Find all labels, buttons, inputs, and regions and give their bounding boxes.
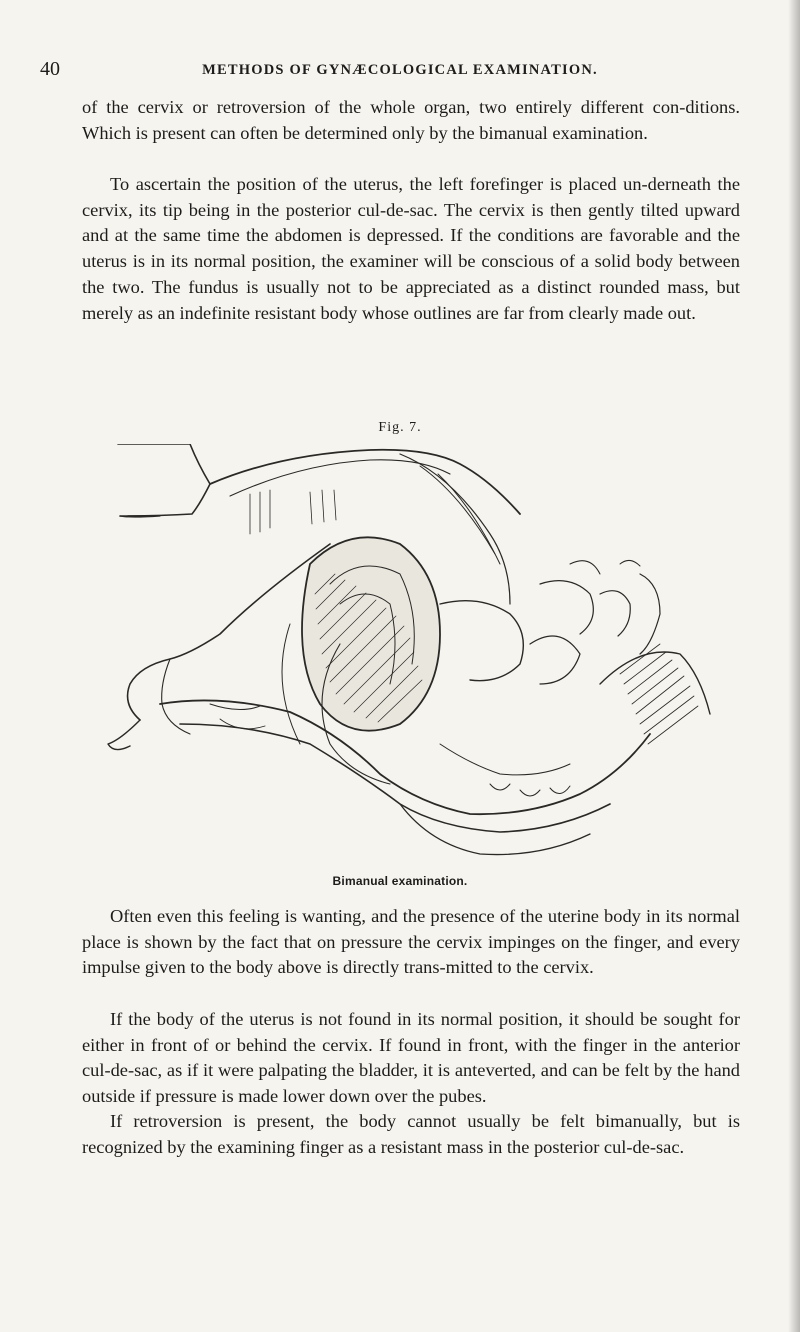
paragraph-feeling-wanting: Often even this feeling is wanting, and the presence of the uterine body in its normal place is shown by the fact that on pressure the cervix impinges on the finger, and every impulse given to the body above is directly trans-mitted to the cervix. bbox=[82, 906, 740, 978]
page-header bbox=[40, 58, 760, 82]
bimanual-examination-illustration bbox=[100, 444, 720, 864]
figure-caption: Bimanual examination. bbox=[332, 874, 468, 888]
running-title: METHODS OF GYNÆCOLOGICAL EXAMINATION. bbox=[202, 62, 598, 78]
page-edge-shadow bbox=[788, 0, 800, 1332]
paragraph-not-normal-position: If the body of the uterus is not found in its normal position, it should be sought for either in front of or behind the cervix. If found in front, with the finger in the anterior cul-de-sac, as if it were palpating the bladder, it is anteverted, and can be felt by the hand outside if pressure is made lower down over the pubes. bbox=[82, 1009, 740, 1107]
paragraph-retroversion: If retroversion is present, the body cannot usually be felt bimanually, but is recognized by the examining finger as a resistant mass in the posterior cul-de-sac. bbox=[82, 1111, 740, 1157]
figure-label: Fig. 7. bbox=[378, 420, 422, 435]
page-number: 40 bbox=[40, 58, 60, 80]
paragraph-ascertain-position: To ascertain the position of the uterus, the left forefinger is placed un-derneath the cervix, its tip being in the posterior cul-de-sac. The cervix is then gently tilted upward and at the same time the abdomen is depressed. If the conditions are favorable and the uterus is in its normal position, the examiner will be conscious of a solid body between the two. The fundus is usually not to be appreciated as a distinct rounded mass, but merely as an indefinite resistant body whose outlines are far from clearly made out. bbox=[82, 174, 740, 323]
paragraph-continued: of the cervix or retroversion of the whole organ, two entirely different con-ditions. Which is present can often be determined only by the bimanual examination. bbox=[82, 97, 740, 143]
